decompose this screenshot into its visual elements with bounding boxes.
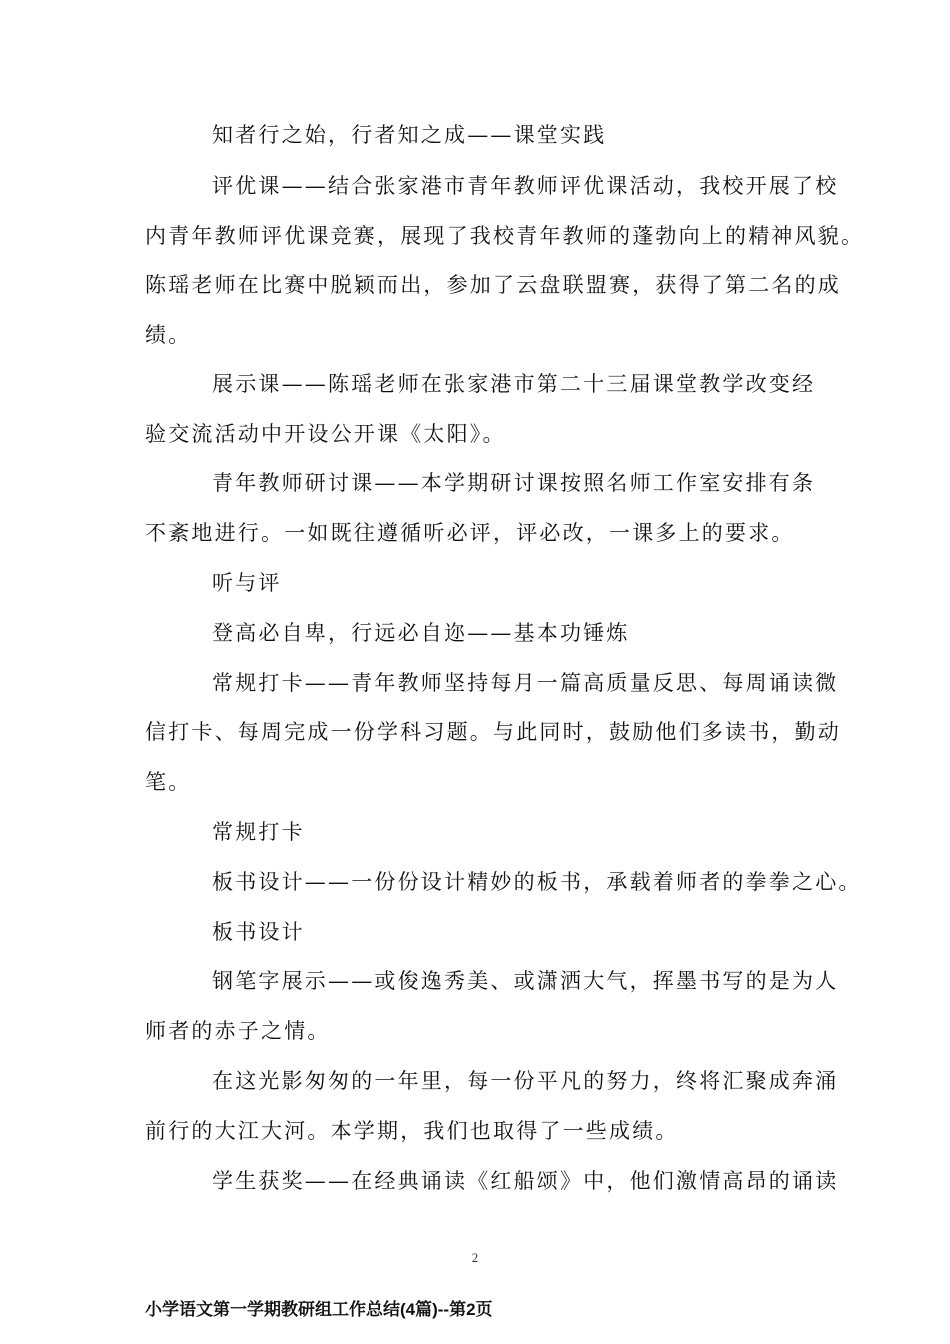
text-line: 学生获奖——在经典诵读《红船颂》中，他们激情高昂的诵读 — [212, 1169, 839, 1193]
text-line: 内青年教师评优课竞赛，展现了我校青年教师的蓬勃向上的精神风貌。 — [145, 224, 865, 248]
text-line: 常规打卡 — [212, 820, 305, 844]
text-line: 验交流活动中开设公开课《太阳》。 — [145, 422, 506, 446]
text-line: 青年教师研讨课——本学期研讨课按照名师工作室安排有条 — [212, 471, 816, 495]
text-line: 不紊地进行。一如既往遵循听必评，评必改，一课多上的要求。 — [145, 521, 795, 545]
text-line: 登高必自卑，行远必自迩——基本功锤炼 — [212, 621, 630, 645]
page-number: 2 — [471, 1250, 479, 1265]
text-line: 在这光影匆匆的一年里，每一份平凡的努力，终将汇聚成奔涌 — [212, 1069, 839, 1093]
text-line: 板书设计——一份份设计精妙的板书，承载着师者的拳拳之心。 — [212, 870, 862, 894]
text-line: 展示课——陈瑶老师在张家港市第二十三届课堂教学改变经 — [212, 372, 816, 396]
text-line: 陈瑶老师在比赛中脱颖而出，参加了云盘联盟赛，获得了第二名的成 — [145, 273, 841, 297]
text-line: 前行的大江大河。本学期，我们也取得了一些成绩。 — [145, 1119, 679, 1143]
text-line: 笔。 — [145, 770, 192, 794]
text-line: 常规打卡——青年教师坚持每月一篇高质量反思、每周诵读微 — [212, 671, 839, 695]
text-line: 板书设计 — [212, 920, 305, 944]
page-footer: 小学语文第一学期教研组工作总结(4篇)--第2页 — [145, 1300, 493, 1319]
text-line: 评优课——结合张家港市青年教师评优课活动，我校开展了校 — [212, 174, 839, 198]
text-line: 钢笔字展示——或俊逸秀美、或潇洒大气，挥墨书写的是为人 — [212, 969, 839, 993]
text-line: 绩。 — [145, 323, 192, 347]
text-line: 信打卡、每周完成一份学科习题。与此同时，鼓励他们多读书，勤动 — [145, 720, 841, 744]
text-line: 知者行之始，行者知之成——课堂实践 — [212, 123, 607, 147]
text-line: 师者的赤子之情。 — [145, 1019, 331, 1043]
text-line: 听与评 — [212, 571, 282, 595]
